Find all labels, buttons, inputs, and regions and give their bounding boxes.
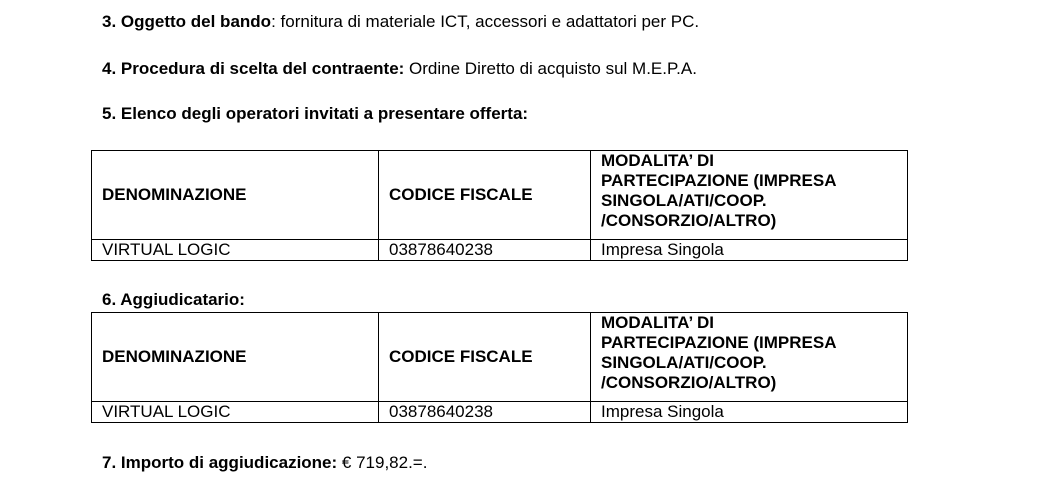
item-label: 4. Procedura di scelta del contraente:: [102, 59, 405, 78]
header-line: /CONSORZIO/ALTRO): [601, 211, 777, 230]
header-denominazione: DENOMINAZIONE: [92, 313, 379, 402]
item-3-oggetto-del-bando: [102, 12, 699, 32]
header-line: MODALITA’ DI: [601, 151, 715, 170]
cell-modalita: Impresa Singola: [591, 402, 908, 423]
item-separator: :: [271, 12, 276, 31]
header-codice-fiscale: CODICE FISCALE: [379, 151, 591, 240]
item-label: 5. Elenco degli operatori invitati a presentare offerta:: [102, 104, 529, 123]
cell-denominazione: VIRTUAL LOGIC: [92, 240, 379, 261]
header-line: PARTECIPAZIONE (IMPRESA: [601, 171, 837, 190]
item-label: 3. Oggetto del bando: [102, 12, 272, 31]
item-6-aggiudicatario: [102, 290, 245, 310]
table-header-row: [92, 313, 908, 402]
header-line: MODALITA’ DI: [601, 313, 715, 332]
cell-modalita: Impresa Singola: [591, 240, 908, 261]
header-line: SINGOLA/ATI/COOP.: [601, 353, 767, 372]
header-line: PARTECIPAZIONE (IMPRESA: [601, 333, 837, 352]
item-text: Ordine Diretto di acquisto sul M.E.P.A.: [404, 59, 697, 78]
header-codice-fiscale: CODICE FISCALE: [379, 313, 591, 402]
header-modalita-partecipazione: [591, 313, 908, 402]
item-text: fornitura di materiale ICT, accessori e adattatori per PC.: [275, 12, 700, 31]
header-line: /CONSORZIO/ALTRO): [601, 373, 777, 392]
item-7-importo: [102, 453, 427, 473]
winner-table: [91, 312, 908, 423]
cell-codice-fiscale: 03878640238: [379, 402, 591, 423]
item-text: € 719,82.=.: [337, 453, 428, 472]
table-row: [92, 402, 908, 423]
header-modalita-partecipazione: [591, 151, 908, 240]
item-label: 6. Aggiudicatario:: [102, 290, 245, 309]
invited-operators-table: [91, 150, 908, 261]
item-4-procedura: [102, 59, 697, 79]
item-5-elenco-operatori: [102, 104, 528, 124]
table-header-row: [92, 151, 908, 240]
cell-codice-fiscale: 03878640238: [379, 240, 591, 261]
cell-denominazione: VIRTUAL LOGIC: [92, 402, 379, 423]
item-label: 7. Importo di aggiudicazione:: [102, 453, 338, 472]
table-row: [92, 240, 908, 261]
header-denominazione: DENOMINAZIONE: [92, 151, 379, 240]
header-line: SINGOLA/ATI/COOP.: [601, 191, 767, 210]
